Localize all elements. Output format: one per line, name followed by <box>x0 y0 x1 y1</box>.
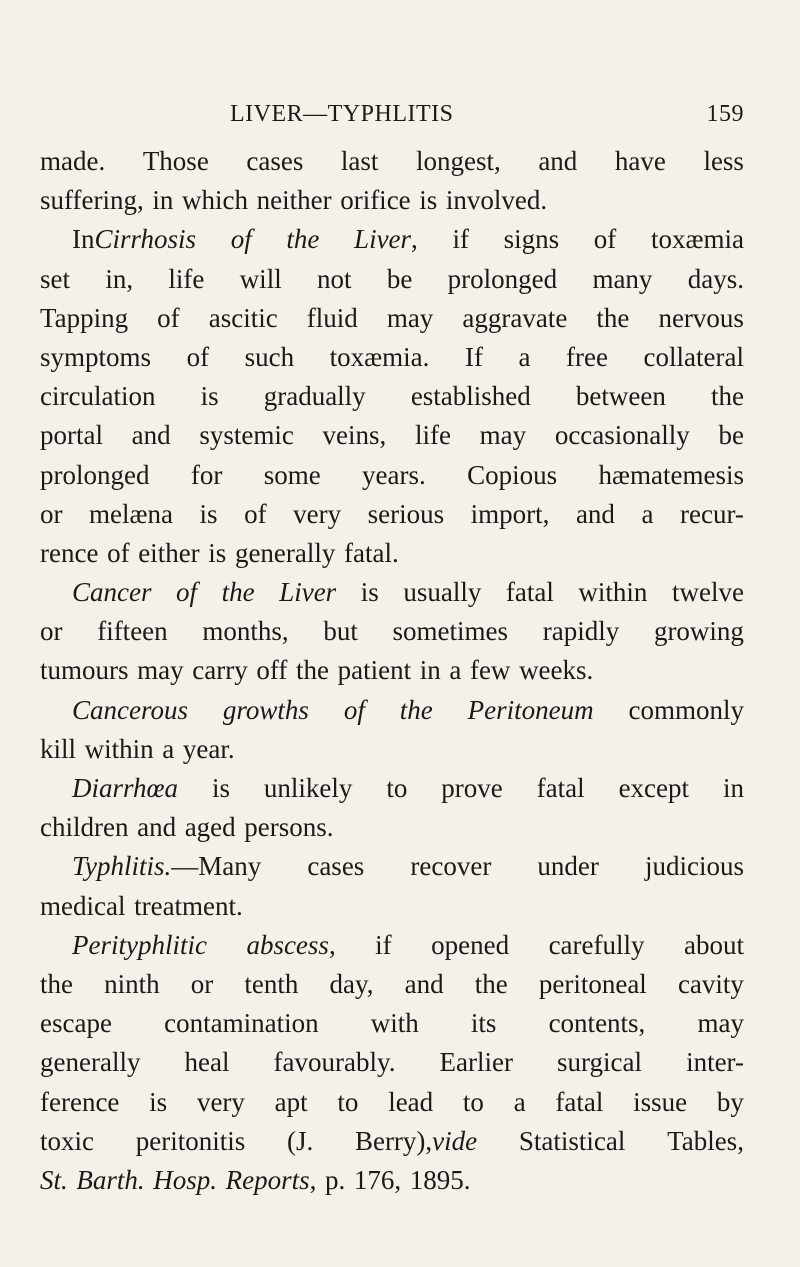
text-line: kill within a year. <box>40 733 235 764</box>
text-line: St. Barth. Hosp. Reports, p. 176, 1895. <box>40 1164 471 1195</box>
text-line: ference is very apt to lead to a fatal issue by <box>40 1086 744 1117</box>
text-line: medical treatment. <box>40 890 243 921</box>
text-line: toxic peritonitis (J. Berry),vide Statistical Tables, <box>40 1125 744 1156</box>
text-line: set in, life will not be prolonged many days. <box>40 263 744 294</box>
text-line: Tapping of ascitic fluid may aggravate the nervous <box>40 302 744 333</box>
text-line: made. Those cases last longest, and have less <box>40 146 744 176</box>
text-line: or fifteen months, but sometimes rapidly growing <box>40 616 744 647</box>
text-line: Cancerous growths of the Peritoneum commonly <box>72 694 744 725</box>
text-line: the ninth or tenth day, and the peritoneal cavity <box>40 968 744 999</box>
text-line: suffering, in which neither orifice is involved. <box>40 185 548 216</box>
text-line: prolonged for some years. Copious hæmatemesis <box>40 459 744 490</box>
text-line: Cancer of the Liver is usually fatal within twelve <box>72 577 744 608</box>
page-number: 159 <box>706 101 744 127</box>
text-line: circulation is gradually established between the <box>40 381 744 412</box>
running-title: LIVER—TYPHLITIS <box>230 101 454 127</box>
running-head <box>40 93 744 133</box>
text-line: or melæna is of very serious import, and a recur- <box>40 498 744 529</box>
text-line: children and aged persons. <box>40 812 334 843</box>
text-line: Typhlitis.—Many cases recover under judicious <box>72 851 744 882</box>
body-text <box>40 142 744 1200</box>
text-line: escape contamination with its contents, may <box>40 1008 744 1039</box>
text-line: generally heal favourably. Earlier surgical inter- <box>40 1047 744 1078</box>
text-line: rence of either is generally fatal. <box>40 537 399 568</box>
text-line: symptoms of such toxæmia. If a free collateral <box>40 341 744 372</box>
text-line: Perityphlitic abscess, if opened carefully about <box>72 929 744 960</box>
text-line: Diarrhœa is unlikely to prove fatal except in <box>72 773 744 803</box>
text-line: portal and systemic veins, life may occasionally be <box>40 420 744 451</box>
text-line: InCirrhosis of the Liver, if signs of toxæmia <box>72 224 744 255</box>
text-line: tumours may carry off the patient in a few weeks. <box>40 655 594 686</box>
